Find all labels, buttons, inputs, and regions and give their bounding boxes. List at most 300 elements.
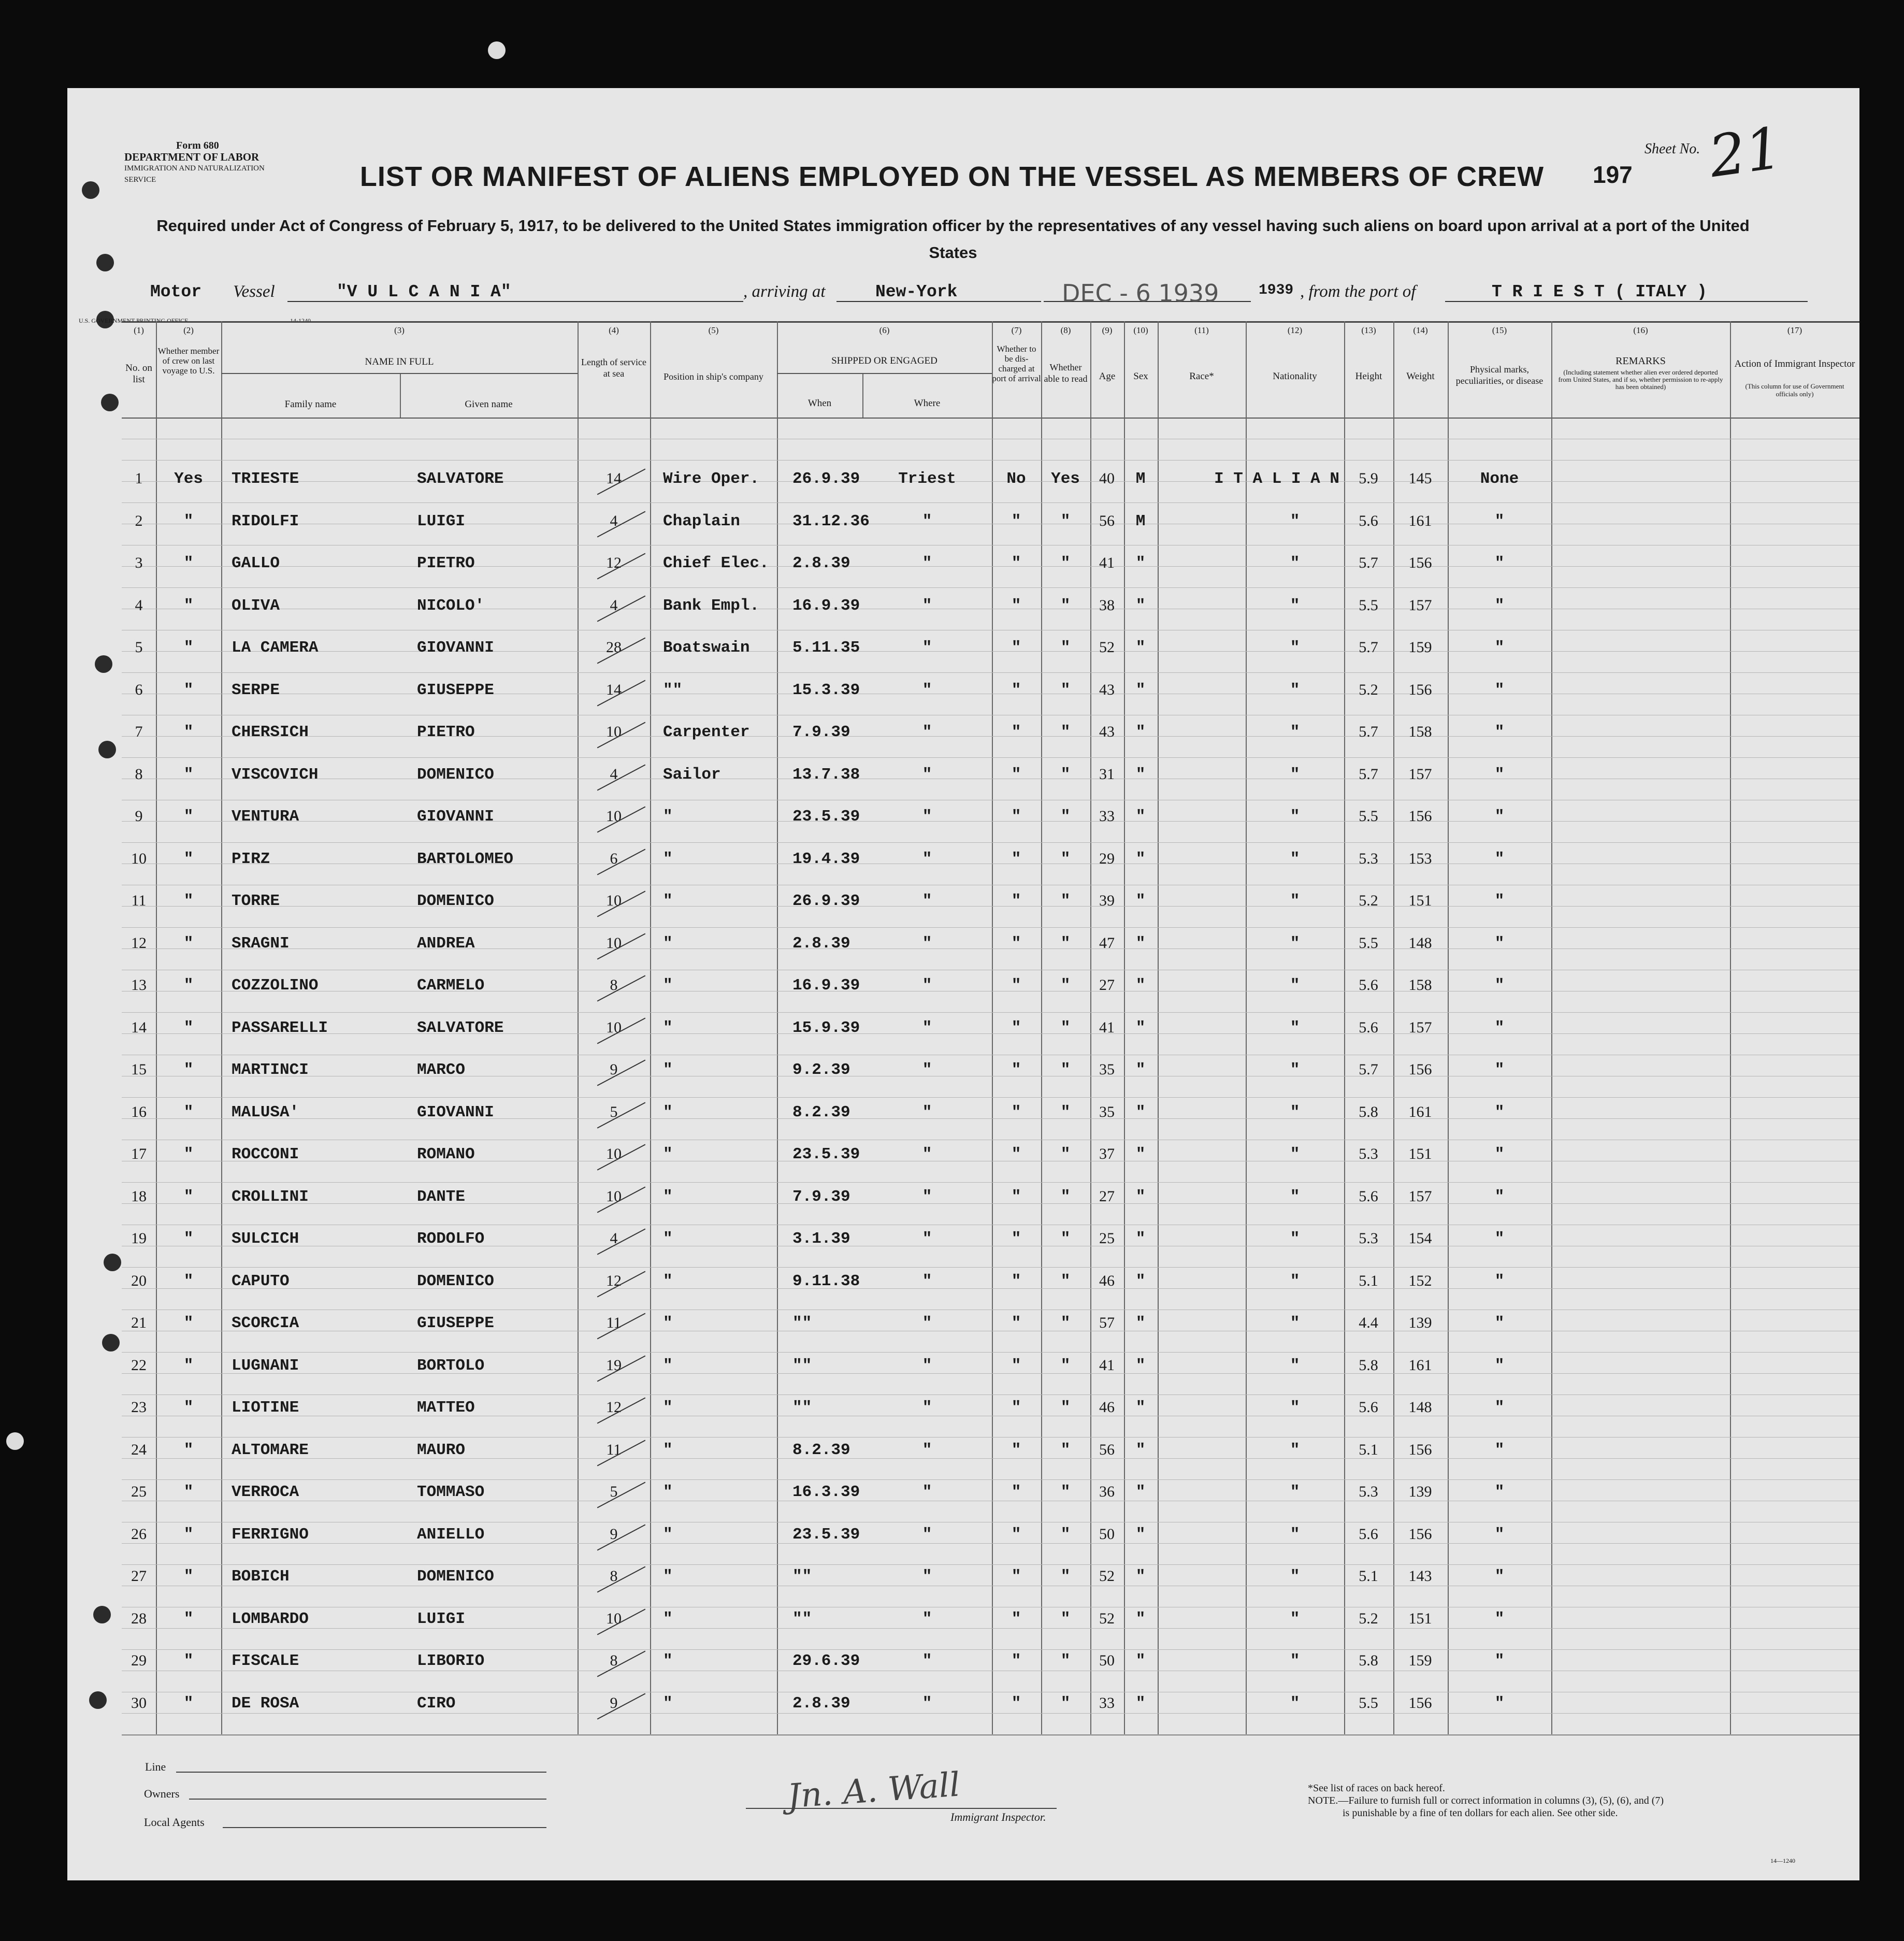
physical-marks: ": [1494, 1694, 1505, 1713]
row-number: 30: [131, 1694, 147, 1712]
height: 5.8: [1359, 1103, 1378, 1120]
weight: 157: [1408, 1187, 1432, 1205]
shipped-where: ": [922, 1145, 932, 1163]
age: 31: [1099, 765, 1115, 783]
able-to-read: ": [1060, 596, 1071, 615]
ship-position: ": [663, 1187, 673, 1206]
able-to-read: ": [1060, 1694, 1071, 1713]
height: 5.3: [1359, 850, 1378, 867]
crew-member-flag: ": [183, 1399, 194, 1417]
weight: 156: [1408, 1694, 1432, 1712]
column-number: (13): [1361, 325, 1376, 335]
length-of-service: 5: [610, 1483, 618, 1500]
sex: ": [1135, 892, 1146, 910]
able-to-read: ": [1060, 1525, 1071, 1544]
column-number: (2): [183, 325, 194, 335]
discharged-flag: ": [1011, 1525, 1021, 1544]
family-name: CROLLINI: [232, 1187, 309, 1206]
given-name: ANDREA: [417, 934, 475, 953]
column-number: (14): [1413, 325, 1428, 335]
nationality: ": [1290, 1230, 1300, 1248]
crew-member-flag: ": [183, 1568, 194, 1586]
shipped-when: "": [792, 1356, 812, 1375]
height: 5.8: [1359, 1356, 1378, 1374]
shipped-when: "": [792, 1568, 812, 1586]
given-name: SALVATORE: [417, 1018, 504, 1037]
length-of-service: 10: [606, 1018, 622, 1036]
family-name: RIDOLFI: [232, 512, 299, 530]
length-of-service: 10: [606, 1145, 622, 1162]
height: 5.7: [1359, 554, 1378, 571]
given-name: GIOVANNI: [417, 639, 494, 657]
sex: ": [1135, 1694, 1146, 1713]
height: 5.7: [1359, 1061, 1378, 1078]
form-number: Form 680: [176, 140, 219, 151]
col-head-when: When: [807, 398, 832, 409]
shipped-where: ": [922, 723, 932, 741]
ruled-line: [122, 1564, 1859, 1565]
height: 5.1: [1359, 1441, 1378, 1458]
length-of-service: 12: [606, 1272, 622, 1289]
crew-member-flag: ": [183, 1103, 194, 1122]
ship-position: ": [663, 1694, 673, 1713]
ship-position: ": [663, 892, 673, 910]
sex: ": [1135, 1483, 1146, 1501]
sex: ": [1135, 1609, 1146, 1628]
shipped-where: ": [922, 1356, 932, 1375]
family-name: OLIVA: [232, 596, 280, 615]
family-name: VERROCA: [232, 1483, 299, 1501]
ship-position: ": [663, 1314, 673, 1332]
physical-marks: ": [1494, 639, 1505, 657]
age: 37: [1099, 1145, 1115, 1162]
ruled-line: [122, 1479, 1859, 1480]
shipped-when: 2.8.39: [792, 1694, 850, 1713]
crew-member-flag: ": [183, 1694, 194, 1713]
nationality: ": [1290, 934, 1300, 953]
physical-marks: ": [1494, 1652, 1505, 1670]
col-head-weight: Weight: [1406, 371, 1435, 382]
printer-note: U.S. GOVERNMENT PRINTING OFFICE: [79, 317, 189, 324]
given-name: DOMENICO: [417, 892, 494, 910]
from-port: T R I E S T ( ITALY ): [1492, 282, 1707, 301]
height: 5.8: [1359, 1652, 1378, 1669]
able-to-read: ": [1060, 639, 1071, 657]
physical-marks: ": [1494, 1230, 1505, 1248]
age: 46: [1099, 1399, 1115, 1416]
shipped-when: 31.12.36: [792, 512, 870, 530]
crew-member-flag: ": [183, 765, 194, 784]
crew-member-flag: Yes: [174, 470, 203, 488]
physical-marks: ": [1494, 1356, 1505, 1375]
shipped-where: ": [922, 1314, 932, 1332]
length-of-service: 10: [606, 808, 622, 825]
col-head-race: Race*: [1189, 371, 1214, 382]
able-to-read: ": [1060, 554, 1071, 572]
col-head-service: Length of service at sea: [581, 357, 646, 379]
discharged-flag: ": [1011, 1652, 1021, 1670]
shipped-where: ": [922, 639, 932, 657]
shipped-where: ": [922, 596, 932, 615]
family-name: CHERSICH: [232, 723, 309, 741]
col-head-remarks-note: (Including statement whether alien ever ordered deported from United States, and if so, whether permission to re-apply has been obtained): [1558, 368, 1723, 391]
weight: 153: [1408, 850, 1432, 867]
col-head-shipped: SHIPPED OR ENGAGED: [831, 355, 937, 366]
punch-hole: [95, 655, 112, 673]
ruled-line: [122, 1649, 1859, 1650]
height: 5.1: [1359, 1272, 1378, 1289]
able-to-read: Yes: [1051, 470, 1080, 488]
sheet-label: Sheet No.: [1645, 141, 1700, 157]
sex: ": [1135, 1061, 1146, 1079]
able-to-read: ": [1060, 1399, 1071, 1417]
sheet-number: 21: [1705, 114, 1786, 191]
physical-marks: ": [1494, 976, 1505, 995]
able-to-read: ": [1060, 1652, 1071, 1670]
ruled-line: [122, 927, 1859, 928]
crew-member-flag: ": [183, 1145, 194, 1163]
discharged-flag: ": [1011, 1609, 1021, 1628]
age: 33: [1099, 808, 1115, 825]
able-to-read: ": [1060, 892, 1071, 910]
ruled-line: [122, 502, 1859, 503]
physical-marks: ": [1494, 1314, 1505, 1332]
age: 41: [1099, 1356, 1115, 1374]
given-name: ROMANO: [417, 1145, 475, 1163]
ruled-line: [122, 1267, 1859, 1268]
given-name: LIBORIO: [417, 1652, 485, 1670]
age: 40: [1099, 470, 1115, 487]
given-name: BARTOLOMEO: [417, 850, 514, 868]
physical-marks: ": [1494, 934, 1505, 953]
row-number: 20: [131, 1272, 147, 1289]
family-name: CAPUTO: [232, 1272, 290, 1290]
physical-marks: ": [1494, 1399, 1505, 1417]
sex: ": [1135, 596, 1146, 615]
shipped-where: ": [922, 554, 932, 572]
row-number: 26: [131, 1525, 147, 1543]
service-name: IMMIGRATION AND NATURALIZATION SERVICE: [124, 164, 265, 184]
height: 5.6: [1359, 1525, 1378, 1543]
able-to-read: ": [1060, 1230, 1071, 1248]
discharged-flag: ": [1011, 892, 1021, 910]
shipped-where: ": [922, 1652, 932, 1670]
crew-member-flag: ": [183, 1272, 194, 1290]
nationality: ": [1290, 1694, 1300, 1713]
punch-hole: [98, 741, 116, 758]
family-name: FERRIGNO: [232, 1525, 309, 1544]
able-to-read: ": [1060, 850, 1071, 868]
punch-hole: [102, 1334, 120, 1351]
sex: ": [1135, 1568, 1146, 1586]
discharged-flag: ": [1011, 1018, 1021, 1037]
able-to-read: ": [1060, 1145, 1071, 1163]
shipped-when: 2.8.39: [792, 554, 850, 572]
age: 46: [1099, 1272, 1115, 1289]
column-number: (10): [1133, 325, 1148, 335]
column-number: (5): [708, 325, 719, 335]
physical-marks: ": [1494, 681, 1505, 699]
ship-position: ": [663, 1609, 673, 1628]
given-name: RODOLFO: [417, 1230, 485, 1248]
able-to-read: ": [1060, 1187, 1071, 1206]
given-name: BORTOLO: [417, 1356, 485, 1375]
row-number: 8: [135, 765, 143, 783]
crew-member-flag: ": [183, 976, 194, 995]
ship-position: ": [663, 1018, 673, 1037]
line-label: Line: [145, 1760, 166, 1773]
sex: M: [1135, 470, 1146, 488]
col-head-family: Family name: [284, 399, 337, 410]
ship-position: ": [663, 976, 673, 995]
ship-position: ": [663, 1483, 673, 1501]
family-name: GALLO: [232, 554, 280, 572]
shipped-when: 29.6.39: [792, 1652, 860, 1670]
vessel-name: "V U L C A N I A": [337, 282, 511, 301]
row-number: 25: [131, 1483, 147, 1500]
physical-marks: ": [1494, 723, 1505, 741]
given-name: TOMMASO: [417, 1483, 485, 1501]
nationality: ": [1290, 976, 1300, 995]
given-name: PIETRO: [417, 723, 475, 741]
height: 5.9: [1359, 470, 1378, 487]
discharged-flag: ": [1011, 512, 1021, 530]
nationality: ": [1290, 1568, 1300, 1586]
length-of-service: 6: [610, 850, 618, 867]
col-head-age: Age: [1099, 371, 1116, 382]
column-number: (3): [394, 325, 405, 335]
nationality: ": [1290, 808, 1300, 826]
physical-marks: ": [1494, 512, 1505, 530]
age: 29: [1099, 850, 1115, 867]
agents-underline: [223, 1827, 546, 1828]
shipped-when: 13.7.38: [792, 765, 860, 784]
family-name: SRAGNI: [232, 934, 290, 953]
ship-position: ": [663, 934, 673, 953]
column-number: (11): [1194, 325, 1209, 335]
column-number: (17): [1787, 325, 1802, 335]
age: 27: [1099, 1187, 1115, 1205]
height: 5.6: [1359, 512, 1378, 529]
physical-marks: ": [1494, 554, 1505, 572]
sex: ": [1135, 1314, 1146, 1332]
age: 52: [1099, 1609, 1115, 1627]
ship-position: ": [663, 1568, 673, 1586]
shipped-where: ": [922, 1230, 932, 1248]
printer-code: 14-1240: [290, 317, 311, 324]
shipped-when: 7.9.39: [792, 1187, 850, 1206]
crew-member-flag: ": [183, 554, 194, 572]
ruled-line: [122, 1734, 1859, 1735]
discharged-flag: ": [1011, 765, 1021, 784]
column-number: (1): [134, 325, 144, 335]
shipped-when: 2.8.39: [792, 934, 850, 953]
from-label: , from the port of: [1300, 282, 1416, 301]
shipped-where: ": [922, 808, 932, 826]
row-number: 7: [135, 723, 143, 740]
nationality: ": [1290, 1314, 1300, 1332]
col-head-position: Position in ship's company: [663, 371, 763, 382]
nationality: ": [1290, 681, 1300, 699]
sex: ": [1135, 1230, 1146, 1248]
weight: 157: [1408, 1018, 1432, 1036]
column-divider: [1730, 321, 1731, 1735]
row-number: 24: [131, 1441, 147, 1458]
row-number: 16: [131, 1103, 147, 1120]
shipped-when: 19.4.39: [792, 850, 860, 868]
row-number: 13: [131, 976, 147, 994]
table-top-rule: [122, 321, 1859, 323]
col-head-member: Whether member of crew on last voyage to U.S.: [157, 346, 220, 376]
col-head-remarks: REMARKS: [1615, 355, 1666, 367]
given-name: MATTEO: [417, 1399, 475, 1417]
ship-position: Chaplain: [663, 512, 740, 530]
weight: 139: [1408, 1314, 1432, 1331]
shipped-where: ": [922, 976, 932, 995]
shipped-when: 16.3.39: [792, 1483, 860, 1501]
age: 27: [1099, 976, 1115, 994]
height: 5.2: [1359, 892, 1378, 909]
shipped-when: 16.9.39: [792, 596, 860, 615]
age: 41: [1099, 554, 1115, 571]
crew-member-flag: ": [183, 1525, 194, 1544]
family-name: TRIESTE: [232, 470, 299, 488]
discharged-flag: ": [1011, 1314, 1021, 1332]
ship-position: ": [663, 1103, 673, 1122]
ruled-line: [122, 672, 1859, 673]
nationality: ": [1290, 1272, 1300, 1290]
crew-member-flag: ": [183, 1441, 194, 1459]
nationality: ": [1290, 723, 1300, 741]
height: 5.5: [1359, 934, 1378, 952]
subcolumn-divider: [862, 373, 863, 418]
nationality: ": [1290, 1525, 1300, 1544]
shipped-where: ": [922, 1018, 932, 1037]
age: 57: [1099, 1314, 1115, 1331]
able-to-read: ": [1060, 1018, 1071, 1037]
family-name: MARTINCI: [232, 1061, 309, 1079]
physical-marks: ": [1494, 1483, 1505, 1501]
crew-member-flag: ": [183, 934, 194, 953]
ship-position: Sailor: [663, 765, 721, 784]
given-name: CIRO: [417, 1694, 456, 1713]
row-number: 15: [131, 1061, 147, 1078]
shipped-when: 9.2.39: [792, 1061, 850, 1079]
discharged-flag: ": [1011, 1483, 1021, 1501]
sex: ": [1135, 1525, 1146, 1544]
discharged-flag: ": [1011, 1230, 1021, 1248]
discharged-flag: ": [1011, 1103, 1021, 1122]
ship-position: ": [663, 1272, 673, 1290]
discharged-flag: ": [1011, 639, 1021, 657]
shipped-where: ": [922, 1525, 932, 1544]
row-number: 11: [131, 892, 147, 909]
discharged-flag: ": [1011, 1356, 1021, 1375]
shipped-where: ": [922, 1399, 932, 1417]
weight: 148: [1408, 934, 1432, 952]
ship-position: ": [663, 1441, 673, 1459]
weight: 159: [1408, 639, 1432, 656]
ship-position: ": [663, 1230, 673, 1248]
able-to-read: ": [1060, 1356, 1071, 1375]
column-number: (9): [1102, 325, 1113, 335]
owners-label: Owners: [144, 1787, 180, 1800]
height: 5.5: [1359, 596, 1378, 614]
height: 5.1: [1359, 1568, 1378, 1585]
nationality: ": [1290, 1061, 1300, 1079]
nationality: I T A L I A N: [1214, 470, 1339, 488]
age: 50: [1099, 1652, 1115, 1669]
row-number: 9: [135, 808, 143, 825]
given-name: DANTE: [417, 1187, 466, 1206]
col-head-no: No. on list: [125, 363, 152, 385]
col-head-action-note: (This column for use of Government officials only): [1745, 382, 1844, 398]
able-to-read: ": [1060, 1103, 1071, 1122]
row-number: 21: [131, 1314, 147, 1331]
shipped-where: ": [922, 1187, 932, 1206]
row-number: 12: [131, 934, 147, 952]
discharged-flag: ": [1011, 1187, 1021, 1206]
col-head-sex: Sex: [1133, 371, 1148, 382]
shipped-where: ": [922, 934, 932, 953]
able-to-read: ": [1060, 681, 1071, 699]
page-subtitle: Required under Act of Congress of February 5, 1917, to be delivered to the United States immigration officer by the representatives of any vessel having such aliens on board upon arrival at a port of the United States: [156, 217, 1750, 262]
family-name: TORRE: [232, 892, 280, 910]
physical-marks: ": [1494, 808, 1505, 826]
signature-line: [746, 1808, 1057, 1809]
ruled-line: [122, 1628, 1859, 1629]
age: 52: [1099, 1568, 1115, 1585]
ship-position: ": [663, 808, 673, 826]
age: 35: [1099, 1061, 1115, 1078]
length-of-service: 9: [610, 1061, 618, 1078]
age: 52: [1099, 639, 1115, 656]
discharged-flag: ": [1011, 554, 1021, 572]
length-of-service: 5: [610, 1103, 618, 1120]
age: 56: [1099, 512, 1115, 529]
discharged-flag: ": [1011, 850, 1021, 868]
sex: M: [1135, 512, 1146, 530]
weight: 156: [1408, 808, 1432, 825]
ruled-line: [122, 1097, 1859, 1098]
weight: 156: [1408, 554, 1432, 571]
ruled-line: [122, 1394, 1859, 1395]
crew-member-flag: ": [183, 1230, 194, 1248]
weight: 161: [1408, 1103, 1432, 1120]
shipped-where: Triest: [898, 470, 956, 488]
family-name: DE ROSA: [232, 1694, 299, 1713]
sex: ": [1135, 1103, 1146, 1122]
punch-hole: [6, 1432, 24, 1450]
nationality: ": [1290, 1483, 1300, 1501]
shipped-where: ": [922, 1061, 932, 1079]
races-note: *See list of races on back hereof.: [1308, 1782, 1445, 1794]
weight: 158: [1408, 723, 1432, 740]
given-name: PIETRO: [417, 554, 475, 572]
family-name: LUGNANI: [232, 1356, 299, 1375]
shipped-where: ": [922, 1272, 932, 1290]
discharged-flag: ": [1011, 1399, 1021, 1417]
shipped-where: ": [922, 1694, 932, 1713]
physical-marks: ": [1494, 1441, 1505, 1459]
fine-note: NOTE.—Failure to furnish full or correct information in columns (3), (5), (6), and (7): [1308, 1795, 1664, 1806]
sex: ": [1135, 1441, 1146, 1459]
ruled-line: [122, 460, 1859, 461]
crew-member-flag: ": [183, 1652, 194, 1670]
nationality: ": [1290, 1609, 1300, 1628]
length-of-service: 10: [606, 934, 622, 952]
length-of-service: 4: [610, 512, 618, 529]
